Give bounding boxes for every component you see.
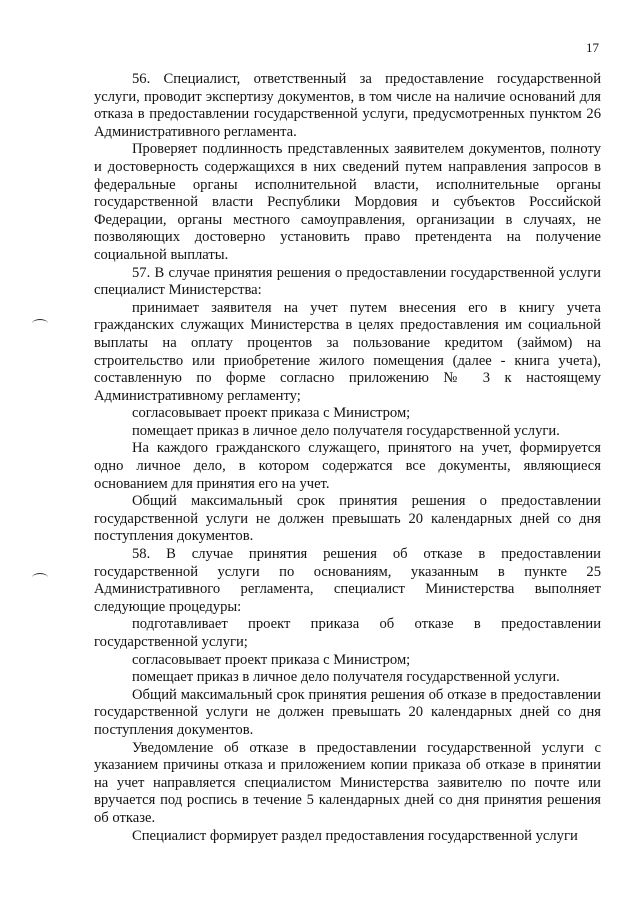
paragraph: Проверяет подлинность представленных заявителем документов, полноту и достоверность содержащихся в них сведений путем направления запросов в федеральные органы исполнительной власти, исполнительные органы государственной власти Республики Мордовия и субъектов Российской Федерации, органы местного самоуправления, организации в случаях, не позволяющих достоверно установить право претендента на получение социальной выплаты.: [94, 141, 601, 263]
paragraph: Специалист формирует раздел предоставления государственной услуги: [132, 827, 578, 844]
paragraph: На каждого гражданского служащего, принятого на учет, формируется одно личное дело, в котором содержатся все документы, являющиеся основанием для принятия его на учет.: [94, 440, 601, 492]
paragraph: принимает заявителя на учет путем внесения его в книгу учета гражданских служащих Министерства в целях предоставления им социальной выплаты на оплату процентов за пользование кредитом (займом) на строительство или приобретение жилого помещения (далее - книга учета), составленную по форме согласно приложению № 3 к настоящему Административному регламенту;: [94, 299, 601, 404]
paragraph: подготавливает проект приказа об отказе в предоставлении государственной услуги;: [94, 616, 601, 650]
paragraph: помещает приказ в личное дело получателя государственной услуги.: [132, 422, 560, 439]
page-number: 17: [586, 40, 599, 55]
paragraph: Уведомление об отказе в предоставлении государственной услуги с указанием причины отказа и приложением копии приказа об отказе в принятии на учет направляется специалистом Министерства заявителю по почте или вручается под роспись в течение 5 календарных дней со дня принятия решения об отказе.: [94, 739, 601, 826]
paragraph: 58. В случае принятия решения об отказе в предоставлении государственной услуги по основаниям, указанным в пункте 25 Административного регламента, специалист Министерства выполняет следующие процедуры:: [94, 546, 601, 615]
paragraph: 56. Специалист, ответственный за предоставление государственной услуги, проводит экспертизу документов, в том числе на наличие оснований для отказа в предоставлении государственной услуги, предусмотренных пунктом 26 Административного регламента.: [94, 71, 601, 140]
paragraph: помещает приказ в личное дело получателя государственной услуги.: [132, 669, 560, 686]
margin-mark: [32, 573, 48, 582]
paragraph: согласовывает проект приказа с Министром;: [132, 651, 411, 668]
document-body: [94, 71, 601, 845]
margin-mark: [32, 319, 48, 328]
paragraph: согласовывает проект приказа с Министром;: [132, 405, 411, 422]
paragraph: 57. В случае принятия решения о предоставлении государственной услуги специалист Министерства:: [94, 264, 601, 299]
paragraph: Общий максимальный срок принятия решения об отказе в предоставлении государственной услуги не должен превышать 20 календарных дней со дня поступления документов.: [94, 686, 601, 738]
paragraph: Общий максимальный срок принятия решения о предоставлении государственной услуги не должен превышать 20 календарных дней со дня поступления документов.: [94, 493, 601, 545]
